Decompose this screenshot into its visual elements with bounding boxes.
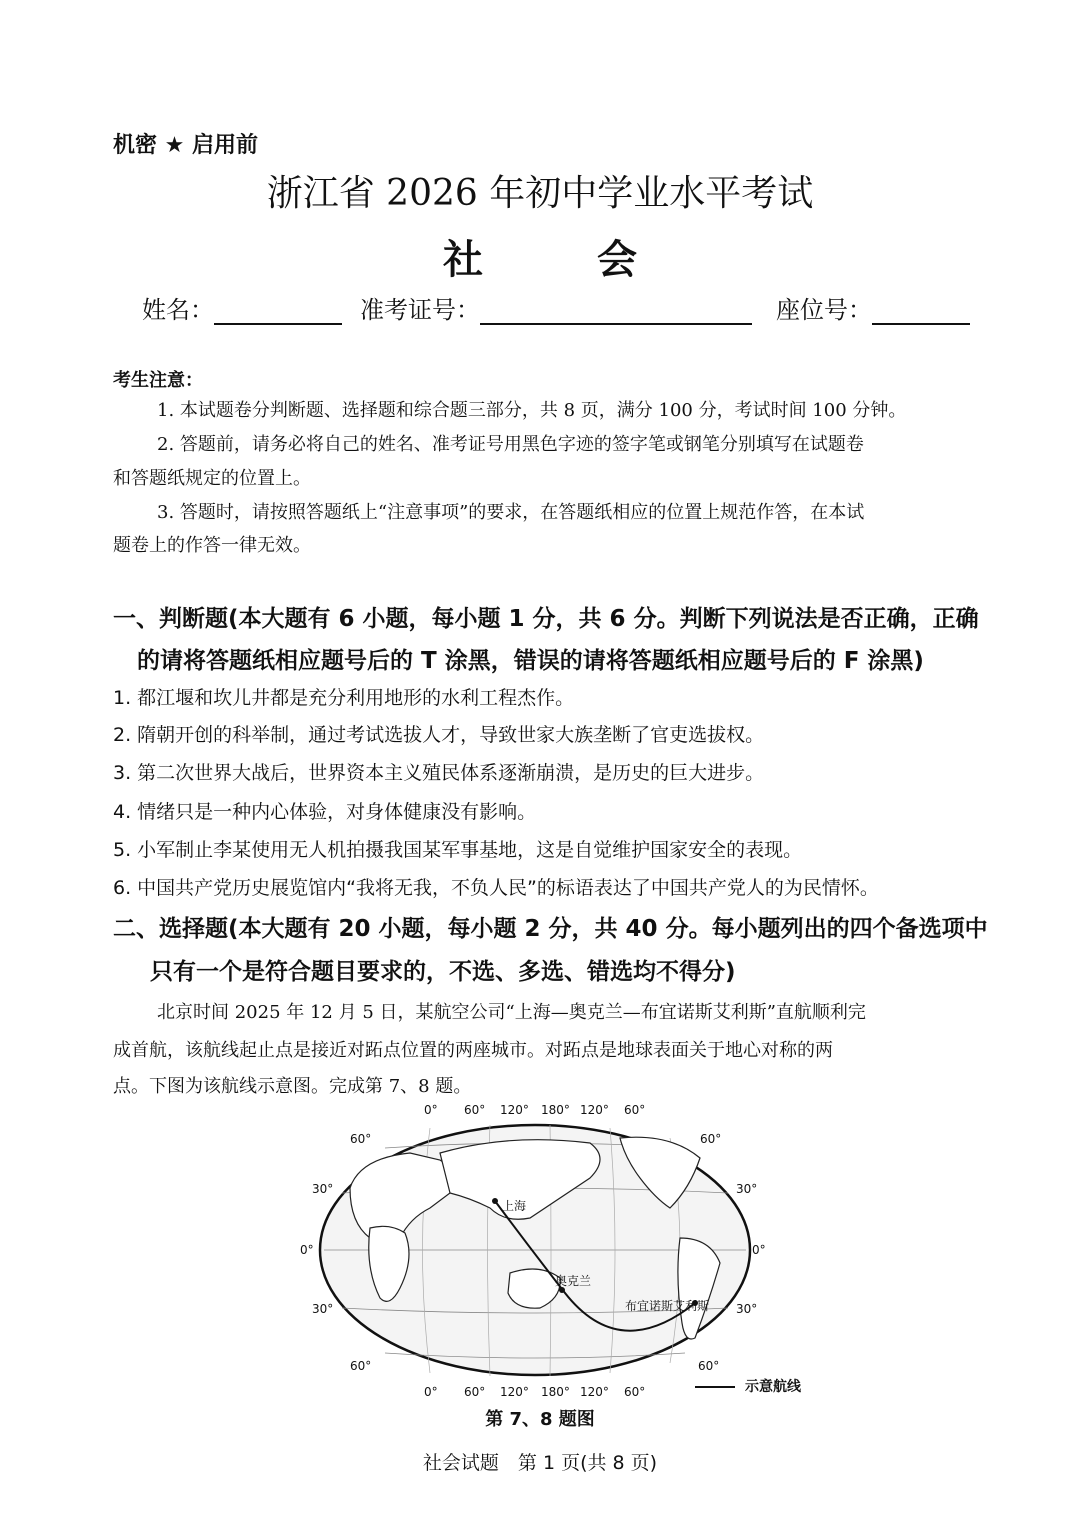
name-label: 姓名： [142, 296, 214, 324]
question-6: 6. 中国共产党历史展览馆内“我将无我，不负人民”的标语表达了中国共产党人的为民情怀。 [113, 877, 879, 899]
section1-heading-line-1: 一、判断题(本大题有 6 小题，每小题 1 分，共 6 分。判断下列说法是否正确，正确 [113, 606, 979, 632]
name-blank [214, 297, 342, 325]
top-tick-label: 0° [424, 1103, 438, 1117]
label-buenos-aires: 布宜诺斯艾利斯 [625, 1299, 710, 1313]
top-tick-label: 120° [500, 1103, 529, 1117]
legend-label: 示意航线 [745, 1379, 801, 1395]
left-lat-label: 0° [300, 1243, 314, 1257]
left-lat-label: 60° [350, 1132, 372, 1146]
bottom-tick-label: 60° [624, 1385, 646, 1398]
section1-heading-line-2: 的请将答题纸相应题号后的 T 涂黑，错误的请将答题纸相应题号后的 F 涂黑) [137, 648, 924, 674]
top-tick-label: 60° [464, 1103, 486, 1117]
question-1: 1. 都江堰和坎儿井都是充分利用地形的水利工程杰作。 [113, 687, 575, 709]
seat-blank [872, 297, 970, 325]
top-tick-label: 180° [541, 1103, 570, 1117]
bottom-tick-label: 180° [541, 1385, 570, 1398]
ticket-blank [480, 297, 752, 325]
page-footer: 社会试题 第 1 页(共 8 页) [422, 1452, 658, 1474]
map-caption: 第 7、8 题图 [485, 1409, 595, 1430]
section2-heading-line-1: 二、选择题(本大题有 20 小题，每小题 2 分，共 40 分。每小题列出的四个备选项中 [113, 916, 988, 942]
seat-field [776, 290, 970, 325]
subject-title: 社 会 [443, 236, 687, 283]
notice-item-3-line-2: 题卷上的作答一律无效。 [113, 535, 311, 556]
top-tick-label: 60° [624, 1103, 646, 1117]
ticket-field [360, 290, 752, 325]
question-3: 3. 第二次世界大战后，世界资本主义殖民体系逐渐崩溃，是历史的巨大进步。 [113, 762, 765, 784]
intro-line-2: 成首航，该航线起止点是接近对跖点位置的两座城市。对跖点是地球表面关于地心对称的两 [113, 1040, 833, 1061]
right-lat-label: 30° [736, 1182, 758, 1196]
bottom-tick-label: 120° [580, 1385, 609, 1398]
left-lat-label: 30° [312, 1182, 334, 1196]
right-lat-label: 60° [700, 1132, 722, 1146]
right-lat-label: 0° [752, 1243, 766, 1257]
notice-item-3-line-1: 3. 答题时，请按照答题纸上“注意事项”的要求，在答题纸相应的位置上规范作答，在本试 [157, 502, 865, 523]
left-lat-label: 30° [312, 1302, 334, 1316]
map-legend [695, 1376, 845, 1400]
bottom-tick-label: 60° [464, 1385, 486, 1398]
right-lat-label: 60° [698, 1359, 720, 1373]
bottom-tick-label: 0° [424, 1385, 438, 1398]
top-tick-label: 120° [580, 1103, 609, 1117]
label-shanghai: 上海 [502, 1199, 527, 1213]
name-field [142, 290, 342, 325]
bottom-tick-label: 120° [500, 1385, 529, 1398]
confidential-mark: 机密 ★ 启用前 [113, 133, 259, 158]
question-4: 4. 情绪只是一种内心体验，对身体健康没有影响。 [113, 801, 537, 823]
seat-label: 座位号： [776, 296, 872, 324]
section2-heading-line-2: 只有一个是符合题目要求的，不选、多选、错选均不得分) [150, 959, 736, 985]
question-2: 2. 隋朝开创的科举制，通过考试选拔人才，导致世家大族垄断了官吏选拔权。 [113, 724, 765, 746]
notice-heading: 考生注意： [113, 370, 203, 391]
right-lat-label: 30° [736, 1302, 758, 1316]
exam-title: 浙江省 2026 年初中学业水平考试 [266, 173, 814, 214]
notice-item-1: 1. 本试题卷分判断题、选择题和综合题三部分，共 8 页，满分 100 分，考试时间 100 分钟。 [157, 400, 907, 421]
world-map-svg [290, 1098, 790, 1398]
label-auckland: 奥克兰 [555, 1274, 592, 1288]
question-5: 5. 小军制止李某使用无人机拍摄我国某军事基地，这是自觉维护国家安全的表现。 [113, 839, 803, 861]
notice-item-2-line-2: 和答题纸规定的位置上。 [113, 468, 311, 489]
intro-line-3: 点。下图为该航线示意图。完成第 7、8 题。 [113, 1076, 472, 1097]
route-map [290, 1098, 790, 1398]
legend-line [695, 1386, 735, 1388]
notice-item-2-line-1: 2. 答题前，请务必将自己的姓名、准考证号用黑色字迹的签字笔或钢笔分别填写在试题卷 [157, 434, 864, 455]
left-lat-label: 60° [350, 1359, 372, 1373]
shanghai-dot [492, 1198, 498, 1204]
intro-line-1: 北京时间 2025 年 12 月 5 日，某航空公司“上海—奥克兰—布宜诺斯艾利斯”直航顺利完 [157, 1002, 866, 1023]
ticket-label: 准考证号： [360, 296, 480, 324]
